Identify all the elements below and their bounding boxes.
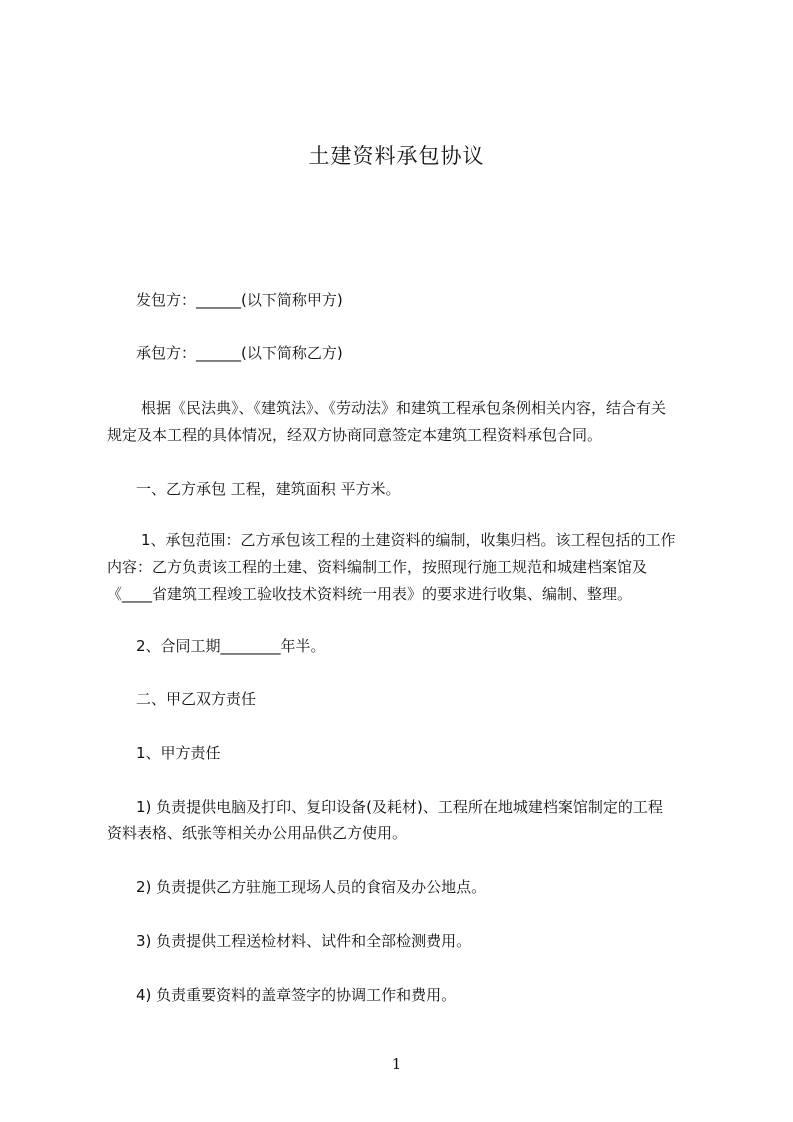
duty-item-3: 3) 负责提供工程送检材料、试件和全部检测费用。 (136, 932, 472, 950)
duty-item-1-line-1: 1) 负责提供电脑及打印、复印设备(及耗材)、工程所在地城建档案馆制定的工程 (136, 798, 663, 816)
party-a-line: 发包方：______(以下简称甲方) (136, 291, 343, 309)
clause-1-line-2: 内容：乙方负责该工程的土建、资料编制工作，按照现行施工规范和城建档案馆及 (107, 558, 648, 576)
document-title: 土建资料承包协议 (308, 144, 485, 168)
intro-line-1: 根据《民法典》、《建筑法》、《劳动法》和建筑工程承包条例相关内容，结合有关 (141, 399, 667, 417)
intro-line-2: 规定及本工程的具体情况，经双方协商同意签定本建筑工程资料承包合同。 (107, 426, 603, 444)
clause-1-line-1: 1、承包范围：乙方承包该工程的土建资料的编制，收集归档。该工程包括的工作 (141, 531, 676, 549)
party-b-line: 承包方：______(以下简称乙方) (136, 344, 343, 362)
duty-item-2: 2) 负责提供乙方驻施工现场人员的食宿及办公地点。 (136, 878, 487, 896)
clause-2: 2、合同工期________年半。 (136, 637, 326, 655)
page-number: 1 (391, 1055, 402, 1073)
section-2-heading: 二、甲乙双方责任 (136, 690, 257, 708)
clause-1-line-3: 《____省建筑工程竣工验收技术资料统一用表》的要求进行收集、编制、整理。 (107, 585, 633, 603)
duty-item-4: 4) 负责重要资料的盖章签字的协调工作和费用。 (136, 986, 457, 1004)
section-1-heading: 一、乙方承包 工程，建筑面积 平方米。 (136, 480, 401, 498)
party-a-duties-heading: 1、甲方责任 (136, 744, 221, 762)
duty-item-1-line-2: 资料表格、纸张等相关办公用品供乙方使用。 (107, 824, 408, 842)
